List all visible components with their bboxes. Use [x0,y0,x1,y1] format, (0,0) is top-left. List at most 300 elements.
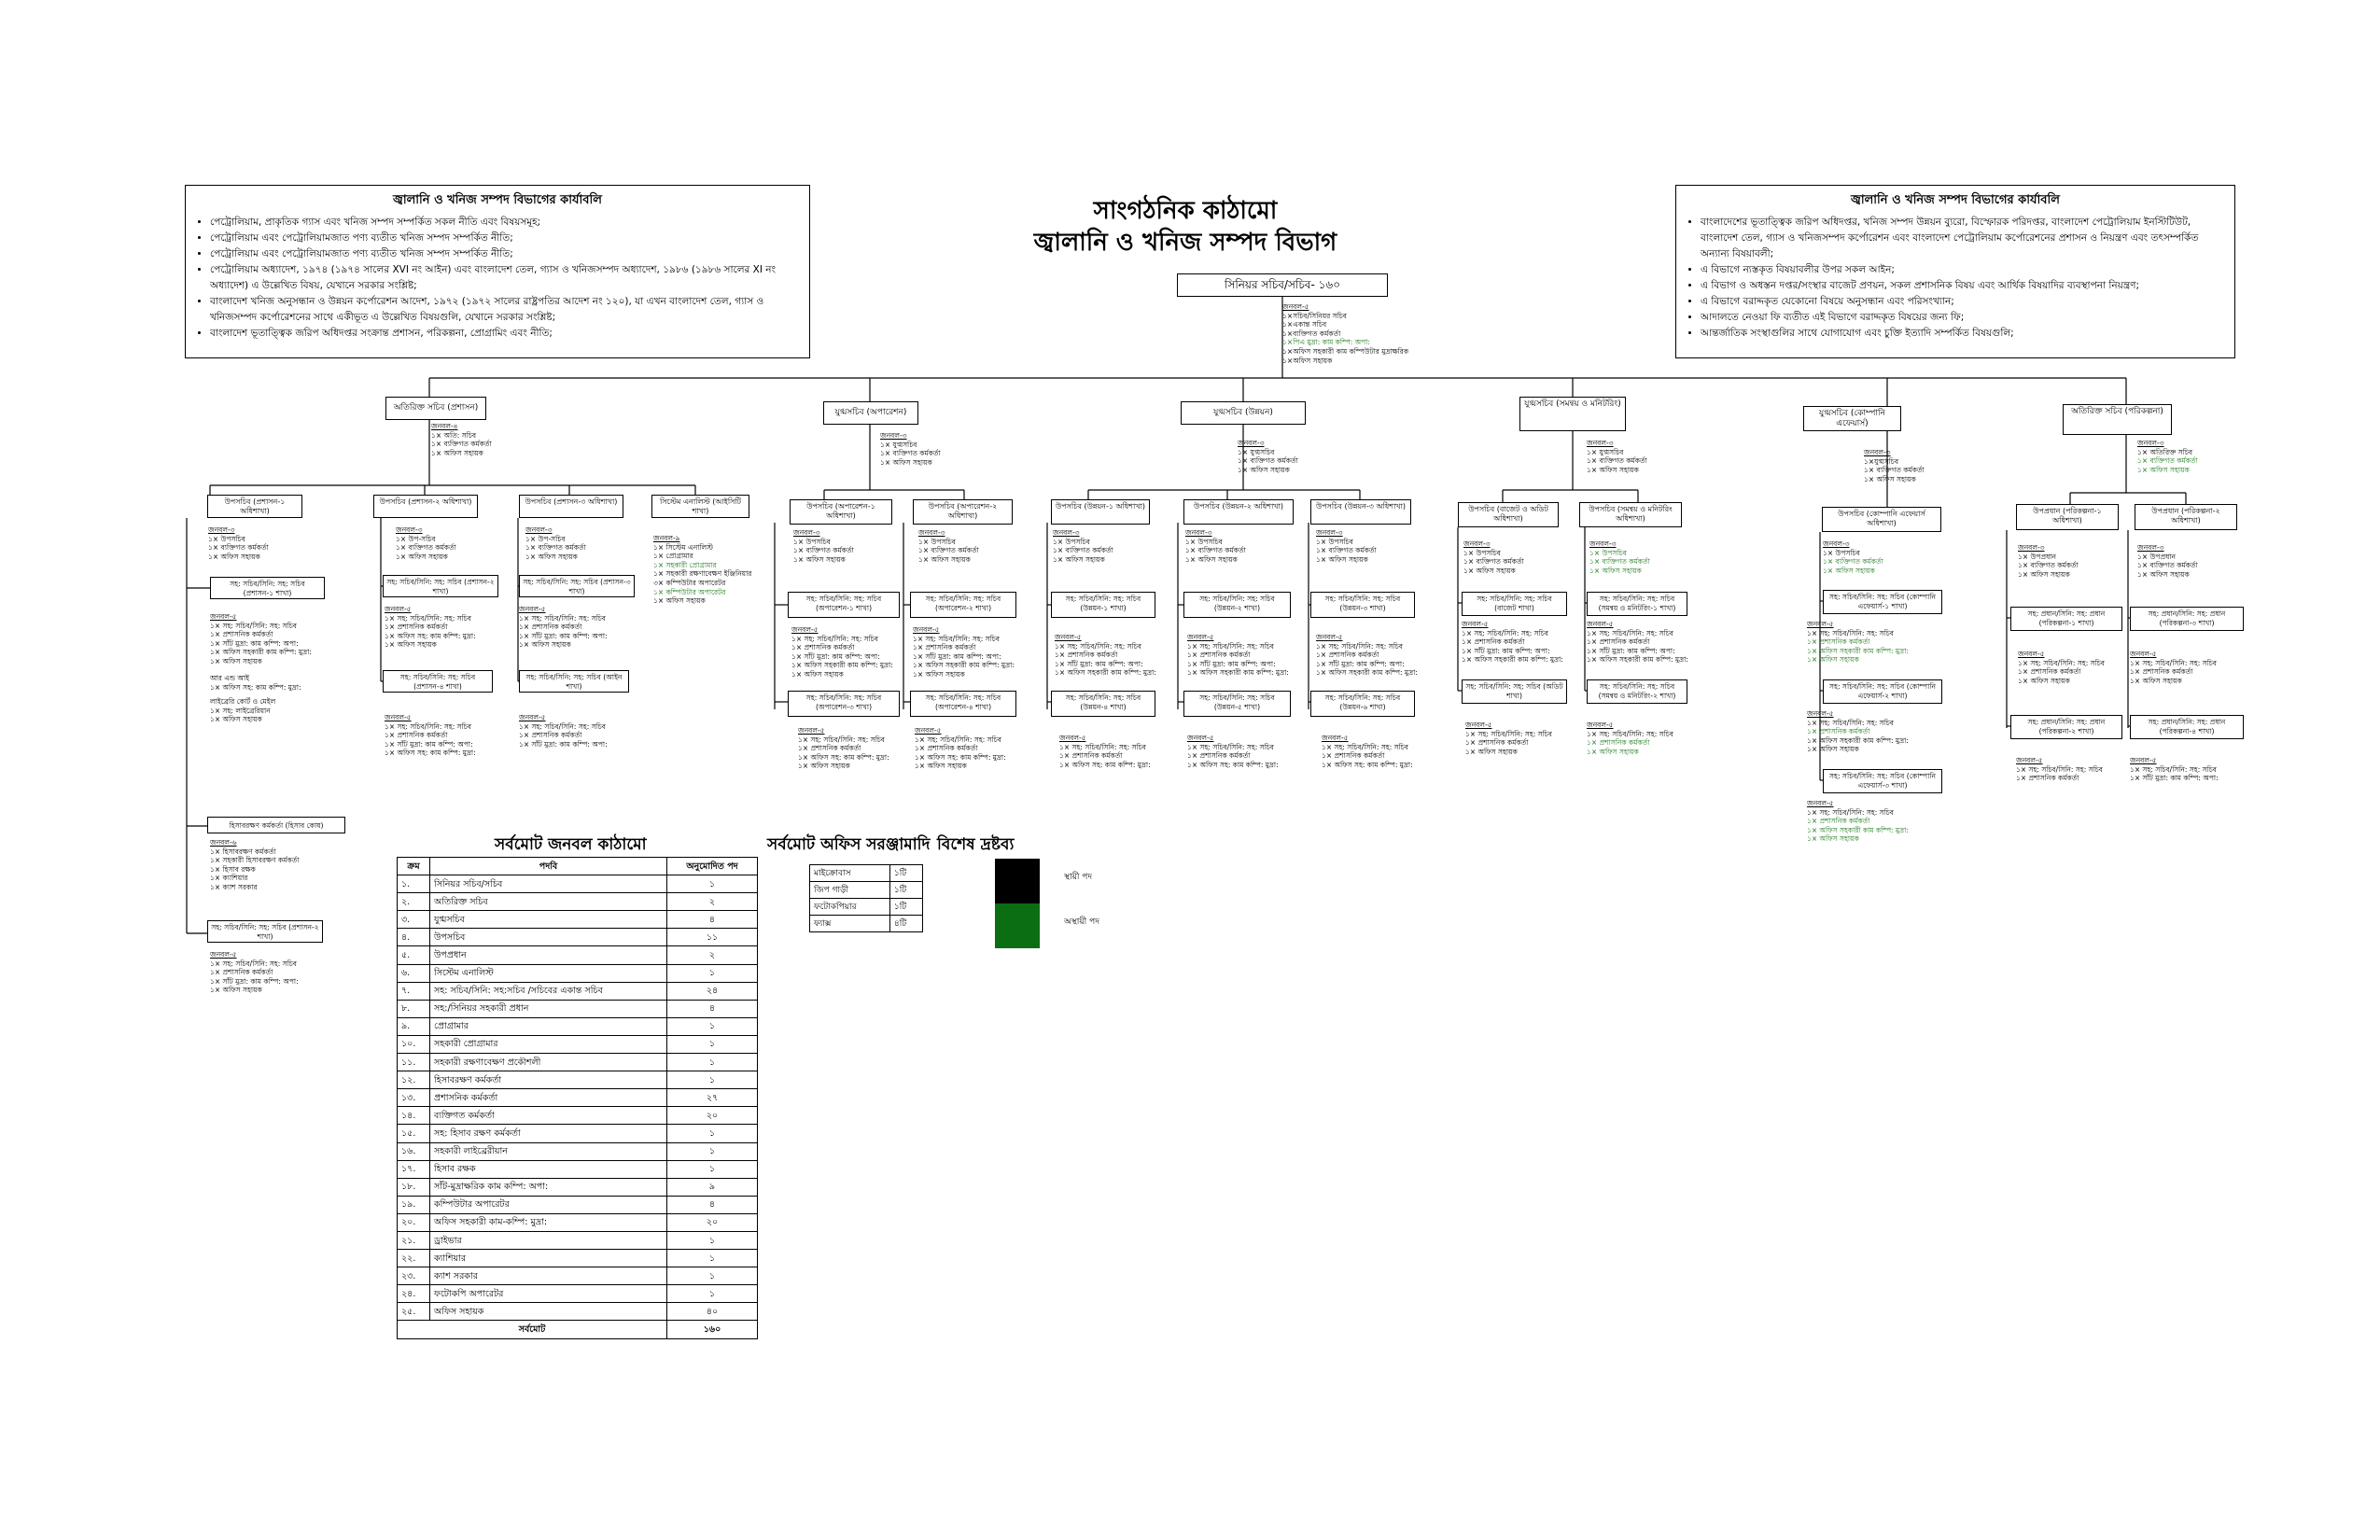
staff-line: ১× প্রশাসনিক কর্মকর্তা [1187,751,1251,761]
staff-line: জনবল-৪ [431,422,458,430]
staff-line: ১× অফিস সহ: কাম কম্পি: মুদ্রা: [385,631,476,640]
staff-line: ১× প্রশাসনিক কর্মকর্তা [1807,817,1870,826]
staff-line: ১× অফিস সহায়ক [880,457,932,467]
staff-line: ১× অফিস সহায়ক [1185,554,1238,564]
staff-line: ১× অফিস সহায়ক [1587,465,1639,474]
column-header: পদবি [430,858,667,875]
staff-line: জনবল-৩ [1238,439,1265,447]
count-cell: ১ [667,1250,758,1267]
staff-line: ১× অফিস সহকারী কাম কম্পি: মুদ্রা: [1462,655,1563,665]
table-row [398,1035,758,1053]
tier2-box: উপসচিব (প্রশাসন-১ অধিশাখা) [207,495,302,518]
staff-line: জনবল-৫ [519,713,546,721]
designation-cell: উপসচিব [430,929,667,946]
tier3-box: সহ: সচিব/সিনি: সহ: সচিব (উন্নয়ন-১ শাখা) [1051,592,1155,618]
tier3-box: সহ: সচিব/সিনি: সহ: সচিব (অপারেশন-৪ শাখা) [910,691,1016,717]
count-cell: ১ [667,1035,758,1053]
tier3-box: সহ: সচিব/সিনি: সহ: সচিব (প্রশাসন-২ শাখা) [383,575,498,597]
staff-line: ১× সহ: সচিব/সিনি: সহ: সচিব [1587,729,1673,738]
staff-line: ১× অফিস সহকারী কাম কম্পি: মুদ্রা: [1316,668,1418,678]
staff-line: ১× ব্যক্তিগত কর্মকর্তা [2137,561,2198,570]
staff-line: ১× অফিস সহায়ক [913,669,965,679]
staff-line: জনবল-৩ [396,525,423,534]
tier3-staff [798,726,889,771]
staff-line: ১× অফিস সহকারী কাম কম্পি: মুদ্রা: [210,648,312,657]
tier3-staff [2130,756,2219,783]
table-row [398,964,758,982]
tier2-staff [2018,543,2079,579]
count-cell: ২০ [667,1213,758,1231]
staff-line: ১× সহ: সচিব/সিনি: সহ: সচিব [210,621,297,630]
staff-line: জনবল-৩ [1185,528,1212,537]
staff-line: ১× প্রশাসনিক কর্মকর্তা [913,643,976,652]
tier2-box: উপসচিব (প্রশাসন-৩ অধিশাখা) [519,495,623,518]
staff-line: ১× ব্যক্তিগত কর্মকর্তা [1864,466,1925,475]
table-row [398,1107,758,1125]
function-item: • পেট্রোলিয়াম এবং পেট্রোলিয়ামজাত পণ্য ব্যতীত খনিজ সম্পদ সম্পর্কিত নীতি; [210,246,796,262]
secretary-box: সিনিয়র সচিব/সচিব- ১৬০ [1177,273,1388,297]
tier2-staff [793,528,854,564]
staff-line: জনবল-৫ [791,625,819,634]
function-item: • আদালতে নেওয়া ফি ব্যতীত এই বিভাগে বরাদ্দকৃত বিষয়ের জন্য ফি; [1701,310,2221,326]
serial-cell: ২৫. [398,1303,430,1321]
staff-line: ১× ব্যক্তিগত কর্মকর্তা [793,546,854,555]
serial-cell: ২২. [398,1250,430,1267]
tier3-staff [519,713,608,749]
staff-line: ১× উপসচিব [1463,548,1501,557]
staff-line: ১× সহ: সচিব/সিনি: সহ: সচিব [1465,729,1552,738]
staff-line: জনবল-৩ [2137,439,2164,447]
staff-line: ১× ক্যাশ সরকার [210,882,258,891]
serial-cell: ২০. [398,1213,430,1231]
table-row [398,1213,758,1231]
staff-line: ১× প্রশাসনিক কর্মকর্তা [1322,751,1385,761]
serial-cell: ১. [398,875,430,893]
table-row [398,1054,758,1071]
staff-line: ১× প্রশাসনিক কর্মকর্তা [519,623,582,632]
tier3-box: সহ: প্রধান/সিনি: সহ: প্রধান (পরিকল্পনা-২ শাখা) [2010,715,2122,739]
staff-line: জনবল-৫ [1587,620,1614,628]
staff-line: ১× ব্যক্তিগত কর্মকর্তা [880,449,941,458]
tier3-box: সহ: সচিব/সিনি: সহ: সচিব (অপারেশন-১ শাখা) [788,592,900,618]
staff-line: ১× সহ: সচিব/সিনি: সহ: সচিব [2130,658,2217,667]
function-item: • এ বিভাগে ন্যস্তকৃত বিষয়াবলীর উপর সকল আইন; [1701,262,2221,278]
tier3-box: সহ: সচিব/সিনি: সহ: সচিব (কোম্পানি এফেয়ার্স-২ শাখা) [1823,679,1942,704]
staff-line: ১× ব্যক্তিগত কর্মকর্তা [1587,456,1647,466]
staff-line: ১× উপসচিব [1316,537,1353,546]
tier2-box: উপসচিব (প্রশাসন-২ অধিশাখা) [373,495,478,518]
staff-line: ১× অফিস সহায়ক [1807,745,1859,754]
staff-line: ১× অফিস সহায়ক [1587,747,1639,756]
staff-line: ১× ব্যক্তিগত কর্মকর্তা [2137,456,2198,466]
staff-line: জনবল-৫ [1322,734,1349,742]
staff-line: ১× অফিস সহকারী কাম কম্পি: মুদ্রা: [791,661,893,670]
tier2-staff-ict [653,534,751,606]
staff-line: ১× অফিস সহকারী কাম কম্পি: মুদ্রা: [1055,668,1156,678]
staff-line: ১× প্রশাসনিক কর্মকর্তা [1187,651,1251,660]
staff-line: ১× সহ: সচিব/সিনি: সহ: সচিব [798,735,885,744]
staff-line: ১× উপসচিব [918,537,956,546]
staff-line: ১× অফিস সহায়ক [2137,465,2190,474]
staff-line: ১× ব্যক্তিগত কর্মকর্তা [918,546,979,555]
staff-line: ১× প্রশাসনিক কর্মকর্তা [385,623,448,632]
staff-line: ১× সহ: সচিব/সিনি: সহ: সচিব [385,721,471,731]
table-row [398,1231,758,1249]
staff-line: ১× সহ: সচিব/সিনি: সহ: সচিব [519,721,606,731]
serial-cell: ৭. [398,982,430,1000]
staff-line: ১× সহ: সচিব/সিনি: সহ: সচিব [1187,641,1274,651]
staff-line: ১× ব্যক্তিগত কর্মকর্তা [1823,557,1883,567]
function-item: • বাংলাদেশ ভূতাত্ত্বিক জরিপ অধিদপ্তর সংক্রান্ত প্রশাসন, পরিকল্পনা, প্রোগ্রামিং এবং নীতি; [210,326,796,342]
table-row [398,946,758,964]
staff-line: ১× সাঁট মুদ্রা: কাম কম্পি: অপা: [791,651,880,661]
staff-line: ১× অফিস সহায়ক [918,554,971,564]
staff-line: ১× অফিস সহকারী কাম কম্পি: মুদ্রা: [1587,655,1688,665]
designation-cell: প্রশাসনিক কর্মকর্তা [430,1089,667,1107]
staff-line: ১× প্রশাসনিক কর্মকর্তা [2130,667,2193,677]
count-cell: ৪০ [667,1303,758,1321]
serial-cell: ১২. [398,1071,430,1089]
designation-cell: সহ:/সিনিয়র সহকারী প্রধান [430,1000,667,1017]
tier2-staff [396,525,456,561]
staff-line: ১× অফিস সহায়ক [210,986,262,995]
legend-heading: বিশেষ দ্রষ্টব্য [937,835,1015,854]
staff-line: জনবল-৫ [1059,734,1086,742]
table-row [398,1071,758,1089]
table-row [398,1125,758,1142]
total-value: ১৬০ [667,1321,758,1338]
function-item: • পেট্রোলিয়াম এবং পেট্রোলিয়ামজাত পণ্য ব্যতীত খনিজ সম্পদ সম্পর্কিত নীতি; [210,231,796,246]
staff-line: ১× উপসচিব [1823,548,1860,557]
panel-heading: জ্বালানি ও খনিজ সম্পদ বিভাগের কার্যাবলি [393,193,602,207]
staff-line: ১× অফিস সহকারী কাম কম্পি: মুদ্রা: [1807,646,1909,655]
designation-cell: সহকারী প্রোগ্রামার [430,1035,667,1053]
serial-cell: ১৮. [398,1178,430,1196]
tier2-box: উপপ্রধান (পরিকল্পনা-২ অধিশাখা) [2135,504,2237,530]
table-row [398,1017,758,1035]
equipment-name-cell: জিপ গাড়ী [810,882,890,899]
tier3-staff [2130,650,2217,685]
tier3-staff [210,950,299,995]
staff-line: ১× উপপ্রধান [2018,552,2056,561]
tier2-staff [1463,539,1524,575]
tier3-staff [519,605,608,650]
tier3-staff [385,713,476,758]
tier1-staff-planning [2137,439,2198,474]
count-cell: ২ [667,946,758,964]
function-item: • পেট্রোলিয়াম অধ্যাদেশ, ১৯৭৪ (১৯৭৪ সালের XVI নং আইন) এবং বাংলাদেশ তেল, গ্যাস ও খনিজসম্পদ অধ্যাদেশ, ১৯৮৬ (১৯৮৬ সালের XI নং অধ্যাদেশ) এ উল্লেখিত বিষয়, যেখানে সরকার সংশ্লিষ্ট; [210,262,796,294]
tier2-staff [1823,539,1883,575]
staff-line: জনবল-৫ [2018,650,2045,658]
staff-line: ১× সিস্টেম এনালিস্ট [653,542,713,552]
staff-line: ১×অফিস সহায়ক [1282,356,1333,365]
panel-heading: জ্বালানি ও খনিজ সম্পদ বিভাগের কার্যাবলি [1851,193,2060,207]
staff-line: ১× অফিস সহায়ক [210,715,262,724]
tier3-staff [2018,650,2105,685]
staff-line: ১× অফিস সহ: কাম কম্পি: মুদ্রা: [385,749,476,758]
staff-line: জনবল-৫ [915,726,942,735]
staff-line: জনবল-৫ [2130,650,2157,658]
tier3-staff [210,612,312,666]
function-item: • বাংলাদেশের ভূতাত্ত্বিক জরিপ অধিদপ্তর, খনিজ সম্পদ উন্নয়ন ব্যুরো, বিস্ফোরক পরিদপ্তর, বাংলাদেশ পেট্রোলিয়াম ইনস্টিটিউট, বাংলাদেশ তেল, গ্যাস ও খনিজসম্পদ কর্পোরেশন এবং বাংলাদেশ পেট্রোলিয়াম কর্পোরেশনের প্রশাসন ও নিয়ন্ত্রণ এবং তৎসম্পর্কিত অন্যান্য বিষয়াবলী; [1701,215,2221,262]
staff-line: জনবল-৩ [208,525,235,534]
staff-line: ১× অতিরিক্ত সচিব [2137,447,2193,456]
functions-list [1689,215,2221,342]
staff-line: ১× সহ: সচিব/সিনি: সহ: সচিব [210,959,297,968]
staff-line: ১× অফিস সহায়ক [1823,566,1875,575]
tier1-box-planning: অতিরিক্ত সচিব (পরিকল্পনা) [2063,404,2172,435]
table-total-row [398,1321,758,1338]
table-row [398,1196,758,1213]
serial-cell: ১৬. [398,1142,430,1160]
count-cell: ১ [667,1071,758,1089]
table-row [810,865,923,882]
tier3-box: সহ: সচিব/সিনি: সহ: সচিব (উন্নয়ন-২ শাখা) [1183,592,1291,618]
staff-line: ১× সহ: সচিব/সিনি: সহ: সচিব [2130,764,2217,774]
staff-line: ১× উপসচিব [1589,548,1627,557]
table-row [398,875,758,893]
secretary-staff [1282,302,1408,365]
table-row [398,929,758,946]
equipment-name-cell: ফটোকপিয়ার [810,899,890,916]
staff-line: জনবল-৫ [210,612,237,621]
count-cell: ১ [667,1054,758,1071]
staff-line: জনবল-৩ [1823,539,1850,548]
serial-cell: ২১. [398,1231,430,1249]
table-row [398,893,758,911]
staff-line: ১× প্রশাসনিক কর্মকর্তা [915,744,978,753]
staff-line: ১× সাঁট মুদ্রা: কাম কম্পি: অপা: [1462,646,1550,655]
staff-line: ১× অফিস সহ: কাম কম্পি: মুদ্রা: [1059,760,1151,769]
column-header: অনুমোদিত পদ [667,858,758,875]
staff-line: ১× সাঁট মুদ্রা: কাম কম্পি: অপা: [519,739,608,749]
staff-line: ১× উপপ্রধান [2137,552,2176,561]
staff-line: ১× অফিস সহায়ক [2130,676,2182,685]
table-row [398,911,758,929]
designation-cell: যুগ্মসচিব [430,911,667,929]
equipment-heading: সর্বমোট অফিস সরঞ্জামাদি [767,835,931,854]
staff-line: জনবল-৫ [519,605,546,613]
serial-cell: ৪. [398,929,430,946]
equipment-name-cell: ফ্যাক্স [810,916,890,932]
staff-line: ১×ব্যক্তিগত কর্মকর্তা [1282,329,1341,338]
staff-line: জনবল-৩ [525,525,553,534]
staff-line: জনবল-৫ [1807,799,1834,807]
serial-cell: ১০. [398,1035,430,1053]
staff-line: ১× অফিস সহ: কাম কম্পি: মুদ্রা: [915,752,1006,762]
staff-line: ১× সহ: সচিব/সিনি: সহ: সচিব [1187,742,1274,751]
staff-line: ১× অফিস সহ: কাম কম্পি: মুদ্রা: [1187,760,1279,769]
tier3-box: সহ: সচিব/সিনি: সহ: সচিব (কোম্পানি এফেয়ার্স-১ শাখা) [1823,590,1942,614]
tier1-box-development: যুগ্মসচিব (উন্নয়ন) [1181,401,1306,425]
staff-line: জনবল-৫ [2130,756,2157,764]
tier3-staff [1587,620,1688,665]
staff-line: ১× ব্যক্তিগত কর্মকর্তা [1053,546,1113,555]
staff-line: জনবল-৩ [918,528,945,537]
designation-cell: হিসাবরক্ষণ কর্মকর্তা [430,1071,667,1089]
staff-line: ১× অফিস সহায়ক [791,669,844,679]
tier2-box: উপসচিব (অপারেশন-১ অধিশাখা) [790,499,892,525]
serial-cell: ৬. [398,964,430,982]
staff-line: ১× সহ: সচিব/সিনি: সহ: সচিব [2016,764,2103,774]
count-cell: ১ [667,1267,758,1285]
functions-list [199,215,796,342]
function-item: • এ বিভাগ ও অধস্তন দপ্তর/সংস্থার বাজেট প্রণয়ন, সকল প্রশাসনিক বিষয় এবং আর্থিক বিষয়াদির ব্যবস্থাপনা নিয়ন্ত্রণ; [1701,278,2221,294]
staff-line: জনবল-৫ [1587,721,1614,729]
tier2-staff [1316,528,1377,564]
staff-line: ১× প্রশাসনিক কর্মকর্তা [1587,637,1650,647]
tier2-staff [2137,543,2198,579]
staff-line: ১× অফিস সহায়ক [653,596,706,606]
tier3-staff [1587,721,1673,756]
designation-cell: উপপ্রধান [430,946,667,964]
functions-panel-left [185,185,810,358]
tier2-box: সিস্টেম এনালিস্ট (আইসিটি শাখা) [651,495,749,518]
staff-line: ১× প্রশাসনিক কর্মকর্তা [1807,727,1870,736]
designation-cell: সাঁট-মুদ্রাক্ষরিক কাম কম্পি: অপা: [430,1178,667,1196]
staff-line: ১× সহকারী রক্ষণাবেক্ষণ ইঞ্জিনিয়ার [653,569,752,579]
designation-cell: কম্পিউটার অপারেটর [430,1196,667,1213]
staff-line: ১× অফিস সহায়ক [385,640,437,650]
staff-line: ১× যুগ্মসচিব [880,440,917,449]
table-row [810,882,923,899]
tier3-box: সহ: প্রধান/সিনি: সহ: প্রধান (পরিকল্পনা-১ শাখা) [2010,607,2122,631]
staff-line: জনবল-৫ [1055,633,1082,641]
manpower-table-wrap [397,857,758,1339]
equipment-count-cell: ১টি [889,865,922,882]
staff-line: ১× অফিস সহায়ক [1238,465,1290,474]
staff-line: ১× ব্যক্তিগত কর্মকর্তা [2018,561,2079,570]
staff-line: ১× সাঁট মুদ্রা: কাম কম্পি: অপা: [1187,659,1276,668]
staff-line: ১× প্রশাসনিক কর্মকর্তা [519,731,582,740]
staff-line: ১× সহ: সচিব/সিনি: সহ: সচিব [1055,641,1141,651]
staff-line: ১× সহ: সচিব/সিনি: সহ: সচিব [1587,628,1673,637]
staff-line: ১× সহকারী প্রোগ্রামার [653,560,717,569]
tier3-staff [791,625,893,679]
staff-line: ১×একান্ত সচিব [1282,320,1327,329]
staff-line: ১× সাঁট মুদ্রা: কাম কম্পি: অপা: [2130,774,2219,783]
staff-line: ১× অফিস সহায়ক [2018,569,2070,579]
staff-line: ১× অফিস সহায়ক [208,552,260,561]
staff-line: জনবল-৫ [1807,620,1834,628]
tier1-box-coordination: যুগ্মসচিব (সমন্বয় ও মনিটরিং) [1519,397,1626,431]
equipment-name-cell: মাইক্রোবাস [810,865,890,882]
tier3-box: সহ: সচিব/সিনি: সহ: সচিব (উন্নয়ন-৪ শাখা) [1051,691,1155,717]
staff-line: ১× প্রোগ্রামার [653,552,693,561]
tier3-box: সহ: প্রধান/সিনি: সহ: প্রধান (পরিকল্পনা-৪ শাখা) [2130,715,2244,739]
staff-line: ১×সচিব/সিনিয়র সচিব [1282,311,1347,320]
staff-line: জনবল-৫ [913,625,940,634]
count-cell: ৪ [667,1000,758,1017]
staff-line: ১× অফিস সহকারী কাম কম্পি: মুদ্রা: [1187,668,1289,678]
staff-line: জনবল-৫ [210,950,237,959]
tier3-staff [1055,633,1156,678]
serial-cell: ৫. [398,946,430,964]
serial-cell: ৩. [398,911,430,929]
designation-cell: ফটোকপি অপারেটর [430,1285,667,1303]
tier1-staff-company [1864,448,1925,483]
tier2-box: উপসচিব (অপারেশন-২ অধিশাখা) [913,499,1013,525]
designation-cell: হিসাব রক্ষক [430,1160,667,1178]
staff-line: ১× অফিস সহায়ক [1316,554,1368,564]
staff-line: ১× ব্যক্তিগত কর্মকর্তা [525,543,586,553]
designation-cell: সহকারী রক্ষণাবেক্ষণ প্রকৌশলী [430,1054,667,1071]
designation-cell: ক্যাশ সরকার [430,1267,667,1285]
tier3-staff [1187,633,1289,678]
staff-line: ১× ব্যক্তিগত কর্মকর্তা [1463,557,1524,567]
staff-line: ১× প্রশাসনিক কর্মকর্তা [210,968,273,977]
staff-line: ১× অফিস সহায়ক [915,762,967,771]
table-row [398,1250,758,1267]
staff-line: ১× প্রশাসনিক কর্মকর্তা [2018,667,2081,677]
staff-line: ১× প্রশাসনিক কর্মকর্তা [1059,751,1123,761]
table-row [810,899,923,916]
staff-line: ১× অফিস সহায়ক [1465,747,1518,756]
staff-line: ১× যুগ্মসচিব [1238,447,1275,456]
staff-line: জনবল-৩ [1316,528,1343,537]
staff-line: ১× অফিস সহায়ক [431,448,483,457]
staff-line: ১× সহ: লাইব্রেরিয়ান [210,706,271,715]
staff-line: জনবল-৫ [1187,633,1214,641]
serial-cell: ১৩. [398,1089,430,1107]
staff-line: ১× উপসচিব [793,537,831,546]
staff-line: ১× উপসচিব [1185,537,1223,546]
count-cell: ২ [667,893,758,911]
staff-line: ১× অফিস সহ: কাম কম্পি: মুদ্রা: [1322,760,1413,769]
legend-swatch-permanent [995,859,1040,903]
staff-line: ১× সহ: সচিব/সিনি: সহ: সচিব [791,634,878,643]
tier3-staff [1807,709,1909,754]
staff-line: ১× ব্যক্তিগত কর্মকর্তা [1316,546,1377,555]
tier3-box: সহ: সচিব/সিনি: সহ: সচিব (উন্নয়ন-৫ শাখা) [1183,691,1291,717]
manpower-heading: সর্বমোট জনবল কাঠামো [495,835,647,854]
designation-cell: ড্রাইভার [430,1231,667,1249]
chart-title: সাংগঠনিক কাঠামো [1093,197,1278,225]
count-cell: ১ [667,1125,758,1142]
staff-line: জনবল-৩ [1864,448,1891,456]
staff-line: জনবল-৩ [1589,539,1617,548]
staff-line: ১× কম্পিউটার অপারেটর [653,587,726,596]
function-item: • এ বিভাগে বরাদ্দকৃত যেকোনো বিষয়ে অনুসন্ধান এবং পরিসংখ্যান; [1701,294,2221,310]
staff-line: ১× সহ: সচিব/সিনি: সহ: সচিব [385,613,471,623]
tier3-box: সহ: সচিব/সিনি: সহ: সচিব (প্রশাসন-৩ শাখা) [519,575,635,597]
staff-line: ১× সহ: সচিব/সিনি: সহ: সচিব [1322,742,1408,751]
tier2-box: উপসচিব (উন্নয়ন-১ অধিশাখা) [1051,499,1150,525]
legend-label-temporary: অস্থায়ী পদ [1064,917,1099,927]
tier2-staff [525,525,586,561]
tier3-staff [1059,734,1151,769]
count-cell: ১ [667,964,758,982]
designation-cell: সহ: হিসাব রক্ষণ কর্মকর্তা [430,1125,667,1142]
tier3-staff [385,605,476,650]
staff-line: ১× প্রশাসনিক কর্মকর্তা [1587,738,1650,748]
staff-line: ১× সহ: সচিব/সিনি: সহ: সচিব [1807,628,1894,637]
equipment-count-cell: ৪টি [889,916,922,932]
staff-line: জনবল-৫ [1316,633,1343,641]
legend-label-permanent: স্থায়ী পদ [1064,873,1093,882]
table-row [398,1160,758,1178]
tier3-staff [1465,721,1552,756]
designation-cell: সিস্টেম এনালিস্ট [430,964,667,982]
staff-line: ১× ব্যক্তিগত কর্মকর্তা [1589,557,1650,567]
column-header: ক্রম [398,858,430,875]
designation-cell: সহ: সচিব/সিনি: সহ:সচিব /সচিবের একান্ত সচিব [430,982,667,1000]
equipment-table-body [810,865,923,932]
staff-line: জনবল-৩ [793,528,820,537]
designation-cell: সিনিয়র সচিব/সচিব [430,875,667,893]
staff-line: জনবল-৫ [1462,620,1489,628]
tier3-box: সহ: সচিব/সিনি: সহ: সচিব (সমন্বয় ও মনিটরিং-১ শাখা) [1587,592,1687,616]
